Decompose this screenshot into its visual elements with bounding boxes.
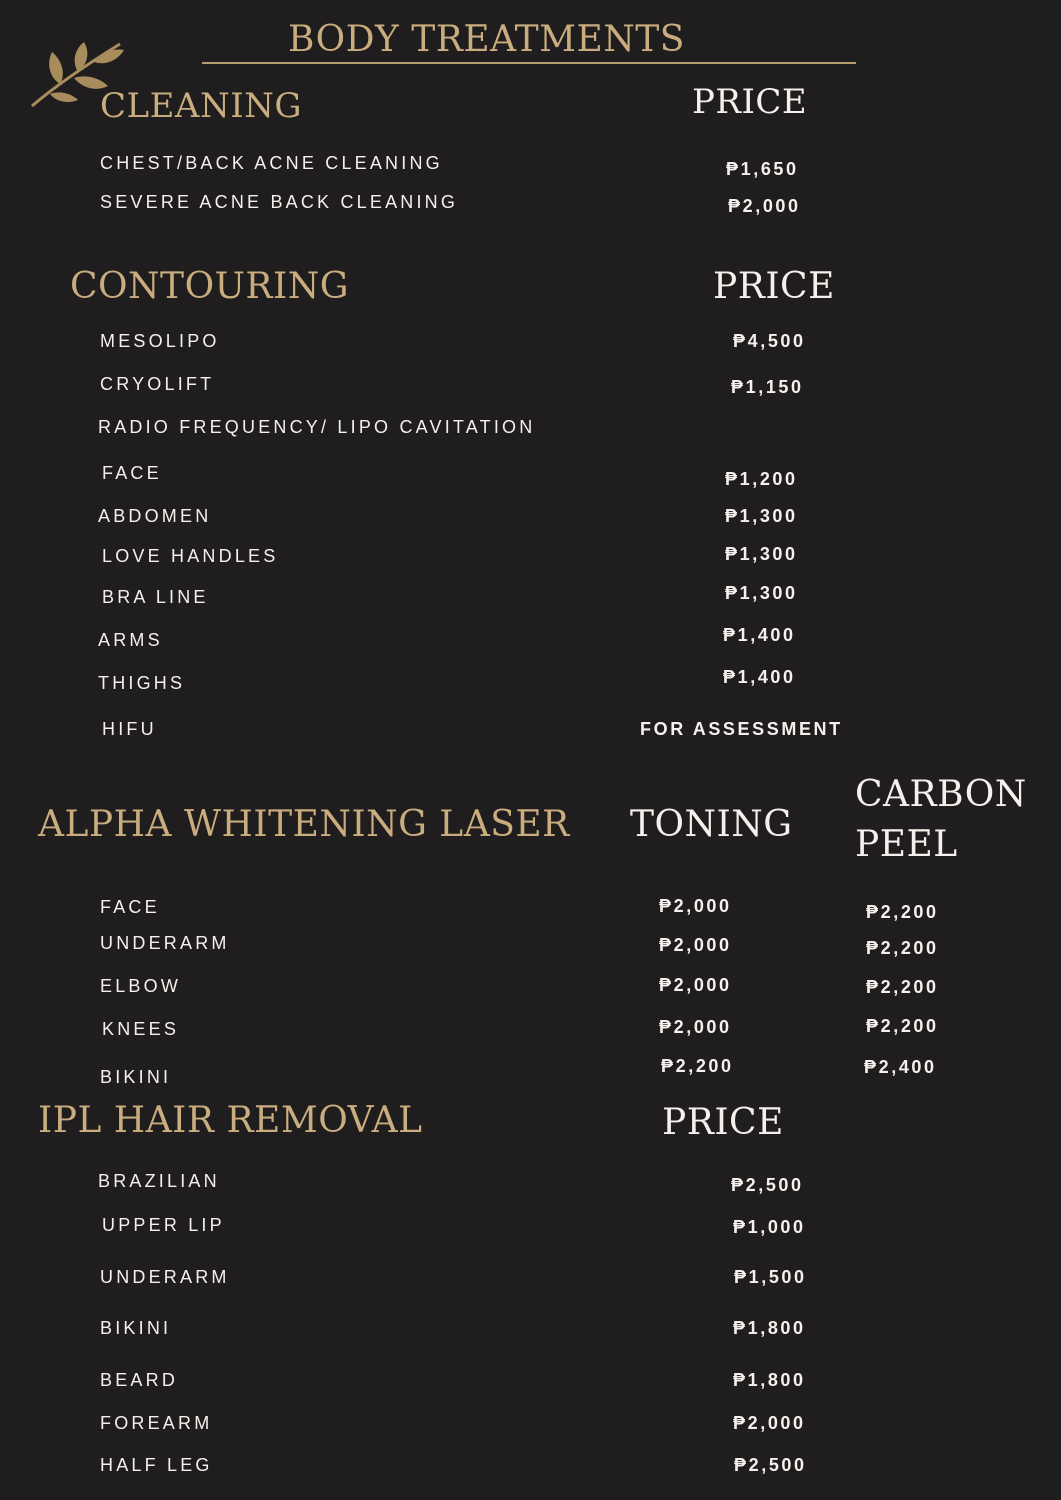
alpha-carbon-price: ₱2,200 [866, 1016, 939, 1036]
ipl-item-name: UNDERARM [100, 1267, 230, 1287]
rf-item-name: BRA LINE [102, 587, 209, 607]
ipl-item-name: BRAZILIAN [98, 1171, 220, 1191]
alpha-carbon-price: ₱2,400 [864, 1057, 937, 1077]
alpha-item-name: KNEES [102, 1019, 180, 1039]
alpha-carbon-heading-line1: CARBON [855, 774, 1027, 815]
rf-item-name: ABDOMEN [98, 506, 212, 526]
alpha-item-name: UNDERARM [100, 933, 230, 953]
ipl-item-name: UPPER LIP [102, 1215, 225, 1235]
contouring-item-name: MESOLIPO [100, 331, 220, 351]
title-divider [202, 62, 856, 64]
alpha-carbon-price: ₱2,200 [866, 938, 939, 958]
ipl-item-name: FOREARM [100, 1413, 213, 1433]
contouring-item-price: ₱1,150 [731, 377, 804, 397]
hifu-price: FOR ASSESSMENT [640, 719, 843, 739]
rf-item-name: LOVE HANDLES [102, 546, 279, 566]
ipl-item-price: ₱2,500 [731, 1175, 804, 1195]
ipl-item-price: ₱2,000 [733, 1413, 806, 1433]
ipl-item-price: ₱1,800 [733, 1318, 806, 1338]
alpha-carbon-heading-line2: PEEL [855, 824, 958, 865]
ipl-item-price: ₱1,500 [734, 1267, 807, 1287]
alpha-item-name: BIKINI [100, 1067, 172, 1087]
ipl-item-name: HALF LEG [100, 1455, 213, 1475]
cleaning-item-price: ₱2,000 [728, 196, 801, 216]
contouring-price-heading: PRICE [713, 266, 835, 307]
alpha-toning-price: ₱2,000 [659, 975, 732, 995]
ipl-item-price: ₱1,000 [733, 1217, 806, 1237]
cleaning-heading: CLEANING [100, 86, 303, 126]
alpha-heading: ALPHA WHITENING LASER [38, 804, 570, 845]
ipl-item-price: ₱1,800 [733, 1370, 806, 1390]
page-title: BODY TREATMENTS [288, 19, 685, 60]
alpha-toning-price: ₱2,000 [659, 1017, 732, 1037]
contouring-subheading: RADIO FREQUENCY/ LIPO CAVITATION [98, 417, 536, 437]
alpha-toning-heading: TONING [630, 804, 793, 845]
rf-item-price: ₱1,400 [723, 667, 796, 687]
alpha-toning-price: ₱2,000 [659, 896, 732, 916]
rf-item-price: ₱1,400 [723, 625, 796, 645]
hifu-name: HIFU [102, 719, 157, 739]
cleaning-item-price: ₱1,650 [726, 159, 799, 179]
rf-item-price: ₱1,200 [725, 469, 798, 489]
rf-item-name: FACE [102, 463, 162, 483]
cleaning-item-name: SEVERE ACNE BACK CLEANING [100, 192, 459, 212]
alpha-toning-price: ₱2,200 [661, 1056, 734, 1076]
ipl-item-name: BIKINI [100, 1318, 172, 1338]
contouring-item-name: CRYOLIFT [100, 374, 215, 394]
rf-item-name: ARMS [98, 630, 163, 650]
alpha-item-name: ELBOW [100, 976, 182, 996]
cleaning-item-name: CHEST/BACK ACNE CLEANING [100, 153, 443, 173]
rf-item-price: ₱1,300 [725, 506, 798, 526]
rf-item-price: ₱1,300 [725, 583, 798, 603]
ipl-heading: IPL HAIR REMOVAL [38, 1100, 423, 1141]
ipl-price-heading: PRICE [662, 1102, 784, 1143]
rf-item-name: THIGHS [98, 673, 186, 693]
alpha-toning-price: ₱2,000 [659, 935, 732, 955]
alpha-item-name: FACE [100, 897, 160, 917]
contouring-item-price: ₱4,500 [733, 331, 806, 351]
cleaning-price-heading: PRICE [692, 82, 808, 122]
ipl-item-price: ₱2,500 [734, 1455, 807, 1475]
rf-item-price: ₱1,300 [725, 544, 798, 564]
alpha-carbon-price: ₱2,200 [866, 902, 939, 922]
alpha-carbon-price: ₱2,200 [866, 977, 939, 997]
ipl-item-name: BEARD [100, 1370, 179, 1390]
contouring-heading: CONTOURING [70, 266, 350, 307]
